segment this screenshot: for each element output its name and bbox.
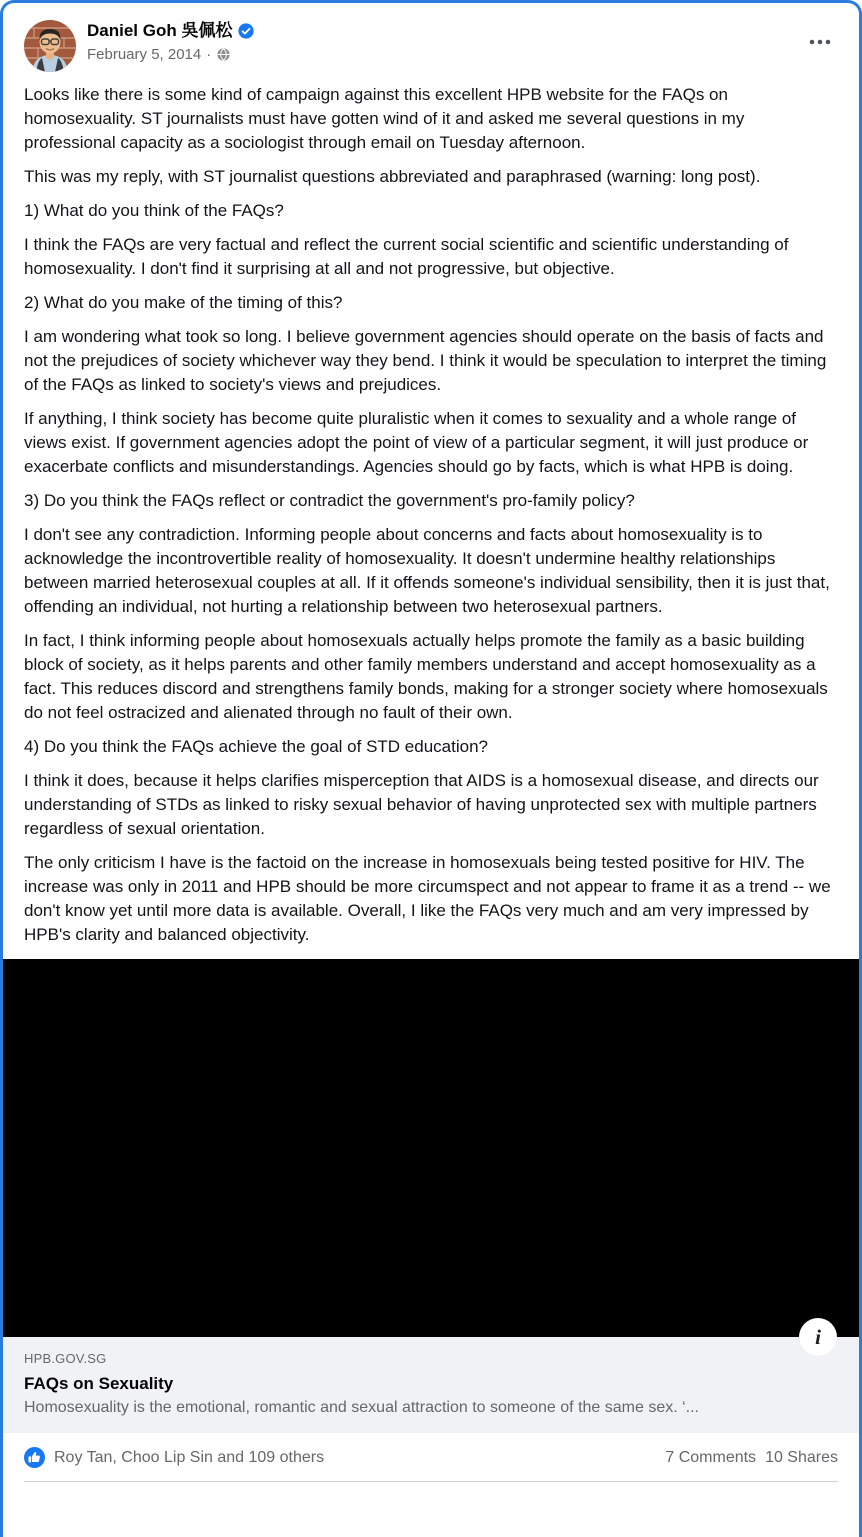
post-paragraph: 4) Do you think the FAQs achieve the goal of STD education?	[24, 737, 488, 756]
author-name[interactable]: Daniel Goh 吳佩松	[87, 21, 233, 40]
post-text	[3, 72, 859, 959]
footer-divider	[24, 1481, 838, 1482]
ellipsis-icon	[809, 39, 831, 45]
engagement-row	[3, 1433, 859, 1481]
post-meta	[87, 45, 254, 64]
post-paragraph: The only criticism I have is the factoid on the increase in homosexuals being tested positive for HIV. The increase was only in 2011 and HPB should be more circumspect and not appear to frame it as a trend -- we don't know yet until more data is available. Overall, I like the FAQs very much and am very impressed by HPB's clarity and balanced objectivity.	[24, 853, 831, 944]
counts	[665, 1449, 838, 1467]
post-header-text	[87, 20, 254, 64]
info-icon: i	[815, 1324, 821, 1349]
avatar[interactable]	[24, 20, 76, 72]
link-info-button[interactable]	[799, 1318, 837, 1356]
post-paragraph: I don't see any contradiction. Informing people about concerns and facts about homosexuality is to acknowledge the incontrovertible reality of homosexuality. It doesn't undermine healthy relationships between married heterosexual couples at all. If it offends someone's individual sensibility, then it is just that, offending an individual, not hurting a relationship between two heterosexual partners.	[24, 525, 830, 616]
meta-separator: ·	[206, 46, 212, 63]
post-paragraph: I think it does, because it helps clarifies misperception that AIDS is a homosexual disease, and directs our understanding of STDs as linked to risky sexual behavior of having unprotected sex with multiple partners regardless of sexual orientation.	[24, 771, 819, 838]
post-paragraph: If anything, I think society has become quite pluralistic when it comes to sexuality and a whole range of views exist. If government agencies adopt the point of view of a particular segment, it will just produce or exacerbate conflicts and misunderstandings. Agencies should go by facts, which is what HPB is doing.	[24, 409, 809, 476]
link-preview-image[interactable]	[3, 959, 859, 1337]
more-options-button[interactable]	[802, 28, 838, 56]
author-row	[87, 20, 254, 42]
post-header	[3, 3, 859, 72]
verified-badge-icon	[238, 23, 254, 39]
public-audience-icon	[217, 48, 230, 61]
post-paragraph: This was my reply, with ST journalist questions abbreviated and paraphrased (warning: long post).	[24, 167, 761, 186]
post-paragraph: In fact, I think informing people about homosexuals actually helps promote the family as a basic building block of society, as it helps parents and other family members understand and accept homosexuality as a fact. This reduces discord and strengthens family bonds, making for a stronger society where homosexuals do not feel ostracized and alienated through no fault of their own.	[24, 631, 828, 722]
post-paragraph: Looks like there is some kind of campaign against this excellent HPB website for the FAQs on homosexuality. ST journalists must have gotten wind of it and asked me several questions in my professional capacity as a sociologist through email on Tuesday afternoon.	[24, 85, 745, 152]
avatar-image	[24, 20, 76, 72]
post-date[interactable]: February 5, 2014	[87, 46, 202, 63]
like-reaction-icon[interactable]	[24, 1447, 45, 1468]
link-description: Homosexuality is the emotional, romantic and sexual attraction to someone of the same sex. ‘...	[24, 1399, 699, 1416]
reactions-summary[interactable]: Roy Tan, Choo Lip Sin and 109 others	[54, 1448, 325, 1466]
comments-count[interactable]: 7 Comments	[665, 1448, 757, 1466]
link-preview-card[interactable]	[3, 1324, 859, 1433]
post-paragraph: I think the FAQs are very factual and reflect the current social scientific and scientific understanding of homosexuality. I don't find it surprising at all and not progressive, but objective.	[24, 235, 789, 278]
shares-count[interactable]: 10 Shares	[765, 1448, 838, 1466]
post-paragraph: 2) What do you make of the timing of this?	[24, 293, 343, 312]
post-paragraph: 1) What do you think of the FAQs?	[24, 201, 284, 220]
link-domain: HPB.GOV.SG	[24, 1351, 107, 1366]
post-paragraph: I am wondering what took so long. I believe government agencies should operate on the basis of facts and not the prejudices of society whichever way they bend. I think it would be speculation to interpret the timing of the FAQs as linked to society's views and prejudices.	[24, 327, 827, 394]
link-title: FAQs on Sexuality	[24, 1374, 174, 1393]
post-paragraph: 3) Do you think the FAQs reflect or contradict the government's pro-family policy?	[24, 491, 635, 510]
